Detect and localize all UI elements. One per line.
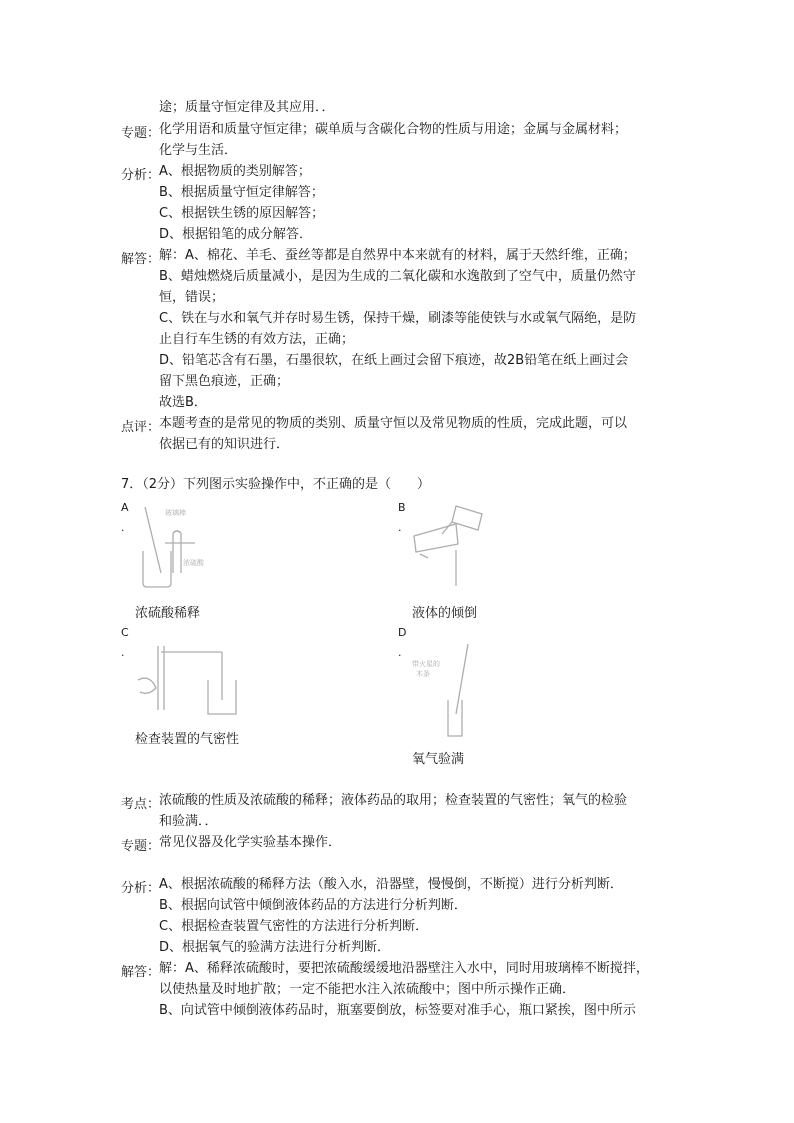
topic-line: 常见仪器及化学实验基本操作． <box>159 835 342 850</box>
option-d-fig-label-2: 木条 <box>416 670 430 678</box>
answer-label: 解答： <box>121 252 161 267</box>
option-d-diagram <box>408 640 478 740</box>
option-c-dot: . <box>121 646 125 659</box>
option-c-diagram <box>132 640 242 720</box>
option-a-dot: . <box>121 521 125 534</box>
option-b-letter[interactable]: B <box>398 501 406 514</box>
answer-line: 解：A、棉花、羊毛、蚕丝等都是自然界中本来就有的材料，属于天然纤维，正确； <box>159 248 636 263</box>
answer-label: 解答： <box>121 965 161 980</box>
kaodian-label: 考点： <box>121 797 161 812</box>
comment-line-1: 本题考查的是常见的物质的类别、质量守恒以及常见物质的性质，完成此题，可以 <box>159 416 628 431</box>
option-d-letter[interactable]: D <box>398 626 407 639</box>
analysis-line: A、根据浓硫酸的稀释方法（酸入水，沿器壁，慢慢倒，不断搅）进行分析判断． <box>159 877 623 892</box>
option-d-fig-label-1: 带火星的 <box>412 660 440 668</box>
option-c-letter[interactable]: C <box>121 626 129 639</box>
analysis-line: D、根据氧气的验满方法进行分析判断． <box>159 940 391 955</box>
analysis-label: 分析： <box>121 881 161 896</box>
option-a-fig-label-2: 浓硫酸 <box>183 559 204 567</box>
answer-line: C、铁在与水和氧气并存时易生锈，保持干燥，刷漆等能使铁与水或氧气隔绝，是防 <box>159 311 637 326</box>
answer-line: 故选B． <box>159 395 207 410</box>
analysis-line: C、根据铁生锈的原因解答； <box>159 206 325 221</box>
analysis-line: D、根据铅笔的成分解答． <box>159 227 313 242</box>
analysis-line: C、根据检查装置气密性的方法进行分析判断． <box>159 919 429 934</box>
option-b-diagram <box>412 500 492 590</box>
answer-line: 解：A、稀释浓硫酸时，要把浓硫酸缓缓地沿器壁注入水中，同时用玻璃棒不断搅拌， <box>159 961 649 976</box>
option-d-caption: 氧气验满 <box>412 752 465 767</box>
topic-label: 专题： <box>121 126 161 141</box>
option-a-fig-label-1: 玻璃棒 <box>165 509 186 517</box>
option-b-dot: . <box>398 521 402 534</box>
option-d-dot: . <box>398 646 402 659</box>
question-7-text: 7．（2分）下列图示实验操作中，不正确的是（ ） <box>121 477 431 492</box>
option-a-letter[interactable]: A <box>121 501 129 514</box>
kaodian-line-1: 浓硫酸的性质及浓硫酸的稀释；液体药品的取用；检查装置的气密性；氧气的检验 <box>159 793 628 808</box>
topic-label: 专题： <box>121 839 161 854</box>
option-b-caption: 液体的倾倒 <box>412 606 478 621</box>
answer-line: 恒，错误； <box>159 290 225 305</box>
comment-line-2: 依据已有的知识进行． <box>159 437 290 452</box>
analysis-line: B、根据向试管中倾倒液体药品的方法进行分析判断． <box>159 898 467 913</box>
option-c-caption: 检查装置的气密性 <box>135 732 240 747</box>
answer-line: D、铅笔芯含有石墨，石墨很软，在纸上画过会留下痕迹，故2B铅笔在纸上画过会 <box>159 353 629 368</box>
answer-line: B、蜡烛燃烧后质量减小，是因为生成的二氧化碳和水逸散到了空气中，质量仍然守 <box>159 269 636 284</box>
kaodian-line-2: 和验满．． <box>159 814 218 829</box>
answer-line: 留下黑色痕迹，正确； <box>159 374 290 389</box>
analysis-line: A、根据物质的类别解答； <box>159 164 311 179</box>
analysis-label: 分析： <box>121 168 161 183</box>
analysis-line: B、根据质量守恒定律解答； <box>159 185 324 200</box>
topic-line-2: 化学与生活． <box>159 143 238 158</box>
answer-line: 止自行车生锈的有效方法，正确； <box>159 332 355 347</box>
option-a-diagram <box>135 503 205 589</box>
comment-label: 点评： <box>121 420 161 435</box>
answer-line: B、向试管中倾倒液体药品时，瓶塞要倒放，标签要对准手心，瓶口紧挨，图中所示 <box>159 1003 636 1018</box>
option-a-caption: 浓硫酸稀释 <box>135 606 201 621</box>
topic-line-1: 化学用语和质量守恒定律；碳单质与含碳化合物的性质与用途；金属与金属材料； <box>159 122 628 137</box>
cont-line: 途；质量守恒定律及其应用．． <box>159 100 335 115</box>
answer-line: 以使热量及时地扩散；一定不能把水注入浓硫酸中；图中所示操作正确． <box>159 982 576 997</box>
